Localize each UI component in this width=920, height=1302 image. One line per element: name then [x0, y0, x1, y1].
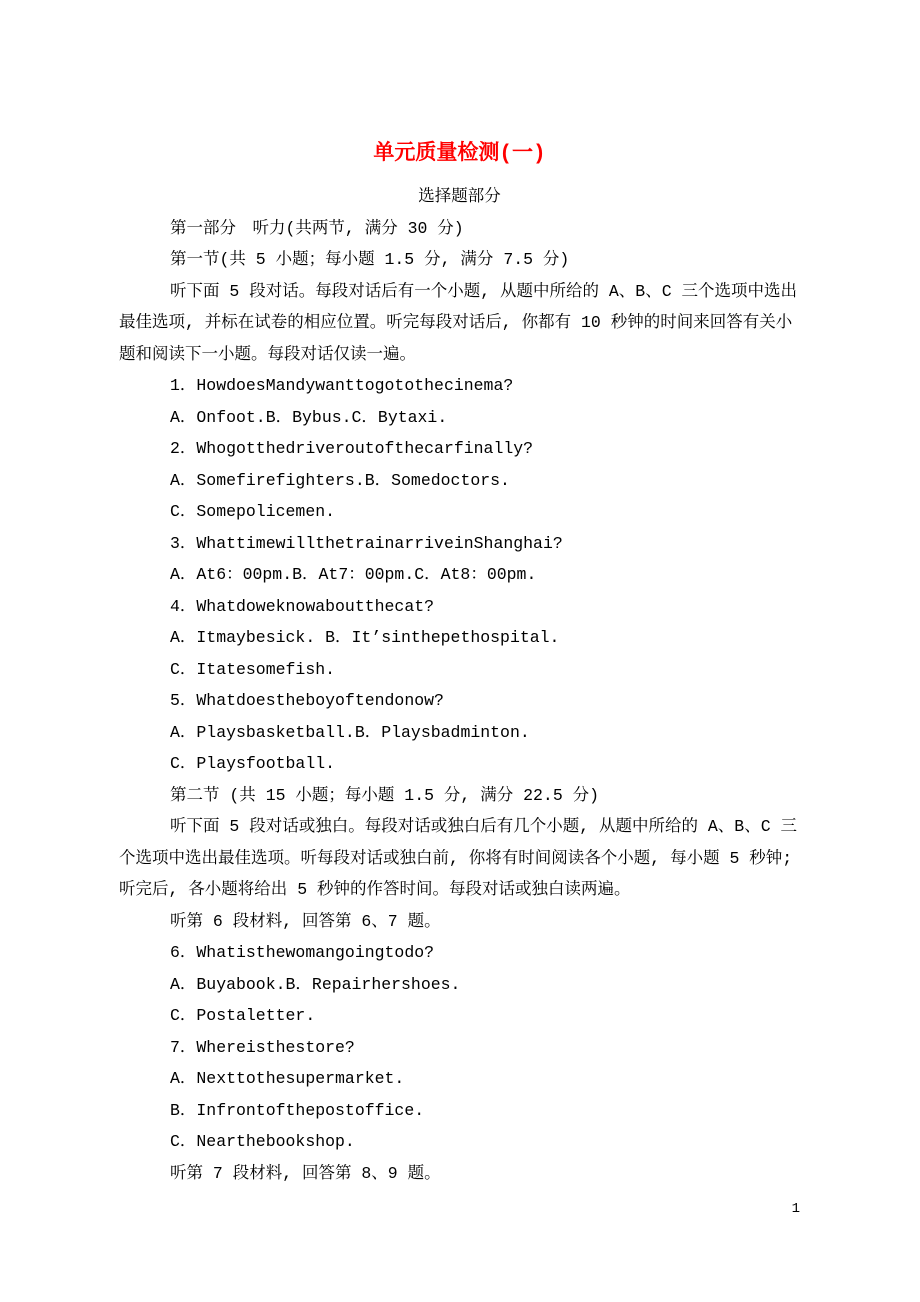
question-7-option-b: B．Infrontofthepostoffice.	[170, 1100, 425, 1120]
question-6-options-ab: A．Buyabook.B．Repairhershoes.	[170, 974, 461, 994]
question-5: 5．Whatdoestheboyoftendonow?	[170, 691, 444, 710]
material-7-prompt: 听第 7 段材料, 回答第 8、9 题。	[170, 1163, 441, 1183]
part1-section2-instructions: 听下面 5 段对话或独白。每段对话或独白后有几个小题, 从题中所给的 A、B、C 三个选项中选出最佳选项。听每段对话或独白前, 你将有时间阅读各个小题, 每小题 5 秒钟; 听完后, 各小题将给出 5 秒钟的作答时间。每段对话或独白读两遍。	[119, 817, 798, 899]
question-5-options-ab: A．Playsbasketball.B．Playsbadminton.	[170, 722, 530, 742]
question-2-option-c: C．Somepolicemen.	[170, 502, 336, 521]
document-title: 单元质量检测(一)	[373, 143, 546, 166]
question-6: 6．Whatisthewomangoingtodo?	[170, 943, 435, 962]
question-4-options-ab: A．Itmaybesick. B．It’sinthepethospital.	[170, 628, 560, 647]
question-6-option-c: C．Postaletter.	[170, 1006, 316, 1025]
part1-heading: 第一部分 听力(共两节, 满分 30 分)	[170, 218, 464, 238]
question-7: 7．Whereisthestore?	[170, 1037, 355, 1057]
question-3-options: A．At6：00pm.B．At7：00pm.C．At8：00pm.	[170, 565, 537, 584]
question-2-options-ab: A．Somefirefighters.B．Somedoctors.	[170, 470, 510, 490]
question-4: 4．Whatdoweknowaboutthecat?	[170, 596, 435, 616]
page-number: 1	[791, 1201, 800, 1217]
part1-section1-heading: 第一节(共 5 小题；每小题 1.5 分, 满分 7.5 分)	[170, 250, 570, 269]
material-6-prompt: 听第 6 段材料, 回答第 6、7 题。	[170, 911, 441, 931]
question-1: 1．HowdoesMandywanttogotothecinema?	[170, 376, 514, 395]
question-5-option-c: C．Playsfootball.	[170, 754, 336, 773]
question-1-options: A．Onfoot.B．Bybus.C．Bytaxi.	[170, 407, 448, 427]
part1-section2-heading: 第二节 (共 15 小题；每小题 1.5 分, 满分 22.5 分)	[170, 785, 600, 805]
section-header: 选择题部分	[418, 187, 501, 206]
part1-section1-instructions: 听下面 5 段对话。每段对话后有一个小题, 从题中所给的 A、B、C 三个选项中选出最佳选项, 并标在试卷的相应位置。听完每段对话后, 你都有 10 秒钟的时间来回答有关小题和阅读下一小题。每段对话仅读一遍。	[119, 281, 798, 364]
question-3: 3．WhattimewillthetrainarriveinShanghai?	[170, 533, 563, 553]
question-4-option-c: C．Itatesomefish.	[170, 659, 336, 679]
question-7-option-c: C．Nearthebookshop.	[170, 1132, 355, 1151]
question-2: 2．Whogotthedriveroutofthecarfinally?	[170, 439, 534, 458]
question-7-option-a: A．Nexttothesupermarket.	[170, 1069, 405, 1088]
